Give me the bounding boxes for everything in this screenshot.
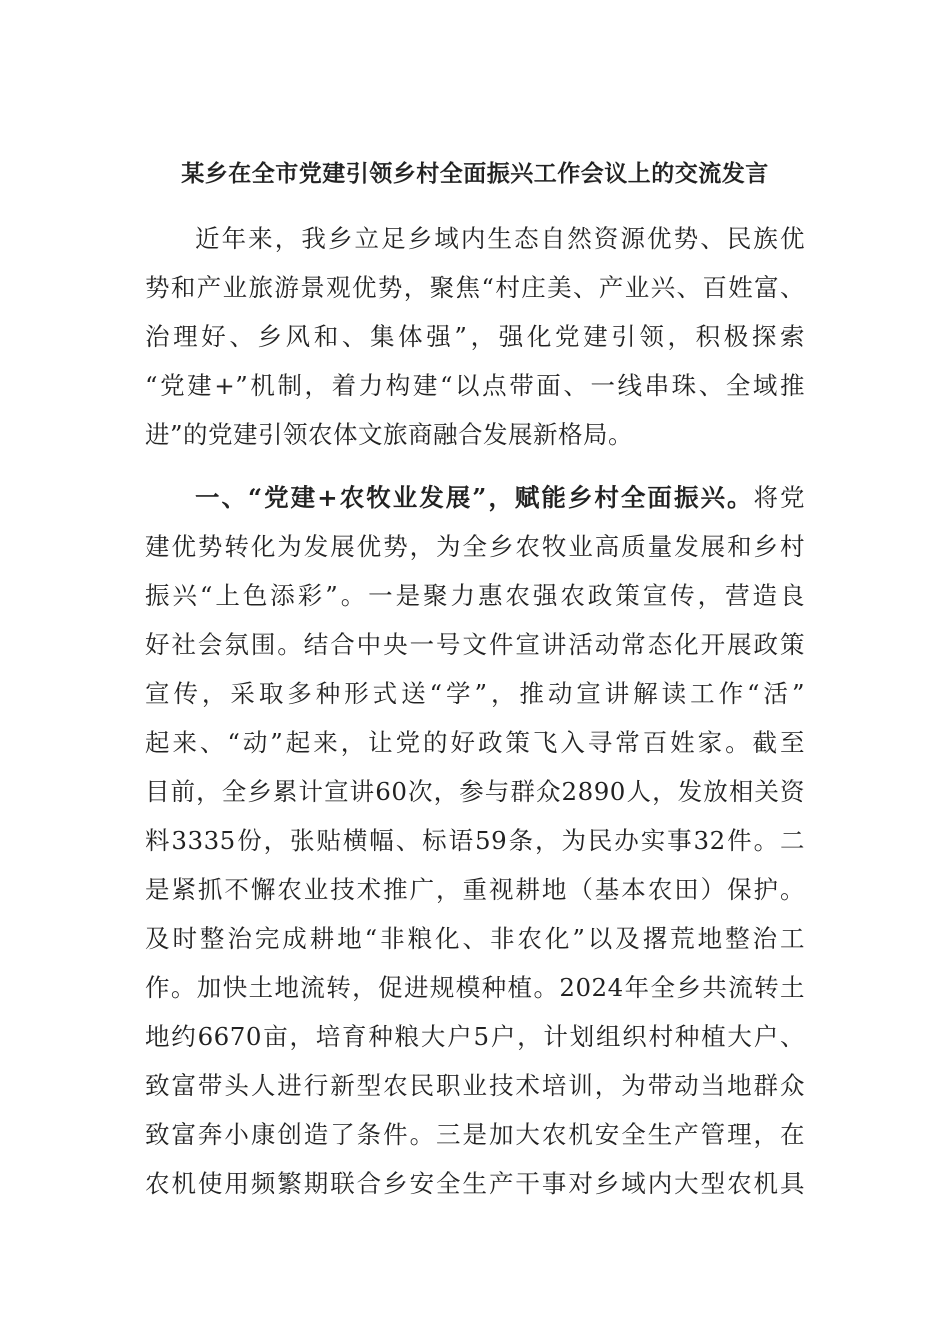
document-title: 某乡在全市党建引领乡村全面振兴工作会议上的交流发言 <box>181 160 769 187</box>
paragraph-line: 好社会氛围。结合中央一号文件宣讲活动常态化开展政策 <box>145 630 805 659</box>
paragraph-line: 进”的党建引领农体文旅商融合发展新格局。 <box>145 420 634 449</box>
paragraph-line: 农机使用频繁期联合乡安全生产干事对乡域内大型农机具 <box>145 1169 805 1198</box>
paragraph-line: 势和产业旅游景观优势，聚焦“村庄美、产业兴、百姓富、 <box>145 273 805 302</box>
paragraph-line: 致富带头人进行新型农民职业技术培训，为带动当地群众 <box>145 1071 805 1100</box>
paragraph-line: 地约6670亩，培育种粮大户5户，计划组织村种植大户、 <box>145 1022 805 1051</box>
paragraph-section-one <box>145 478 805 1213</box>
paragraph-line: 料3335份，张贴横幅、标语59条，为民办实事32件。二 <box>145 826 805 855</box>
heading-line-continuation: 将党 <box>753 483 805 512</box>
paragraph-line: “党建+”机制，着力构建“以点带面、一线串珠、全域推 <box>145 371 805 400</box>
paragraph-line: 作。加快土地流转，促进规模种植。2024年全乡共流转土 <box>145 973 805 1002</box>
paragraph-line: 目前，全乡累计宣讲60次，参与群众2890人，发放相关资 <box>145 777 805 806</box>
paragraph-line: 起来、“动”起来，让党的好政策飞入寻常百姓家。截至 <box>145 728 805 757</box>
paragraph-line: 致富奔小康创造了条件。三是加大农机安全生产管理，在 <box>145 1120 805 1149</box>
paragraph-line: 振兴“上色添彩”。一是聚力惠农强农政策宣传，营造良 <box>145 581 805 610</box>
paragraph-line <box>145 478 805 527</box>
section-heading: 一、“党建+农牧业发展”，赋能乡村全面振兴。 <box>195 483 754 512</box>
paragraph-line: 及时整治完成耕地“非粮化、非农化”以及撂荒地整治工 <box>145 924 805 953</box>
paragraph-line: 建优势转化为发展优势，为全乡农牧业高质量发展和乡村 <box>145 532 805 561</box>
paragraph-line: 宣传，采取多种形式送“学”，推动宣讲解读工作“活” <box>145 679 805 708</box>
paragraph-line: 是紧抓不懈农业技术推广，重视耕地（基本农田）保护。 <box>145 875 805 904</box>
paragraph-intro <box>145 219 805 464</box>
paragraph-line: 近年来，我乡立足乡域内生态自然资源优势、民族优 <box>195 224 805 253</box>
paragraph-line: 治理好、乡风和、集体强”，强化党建引领，积极探索 <box>145 322 805 351</box>
